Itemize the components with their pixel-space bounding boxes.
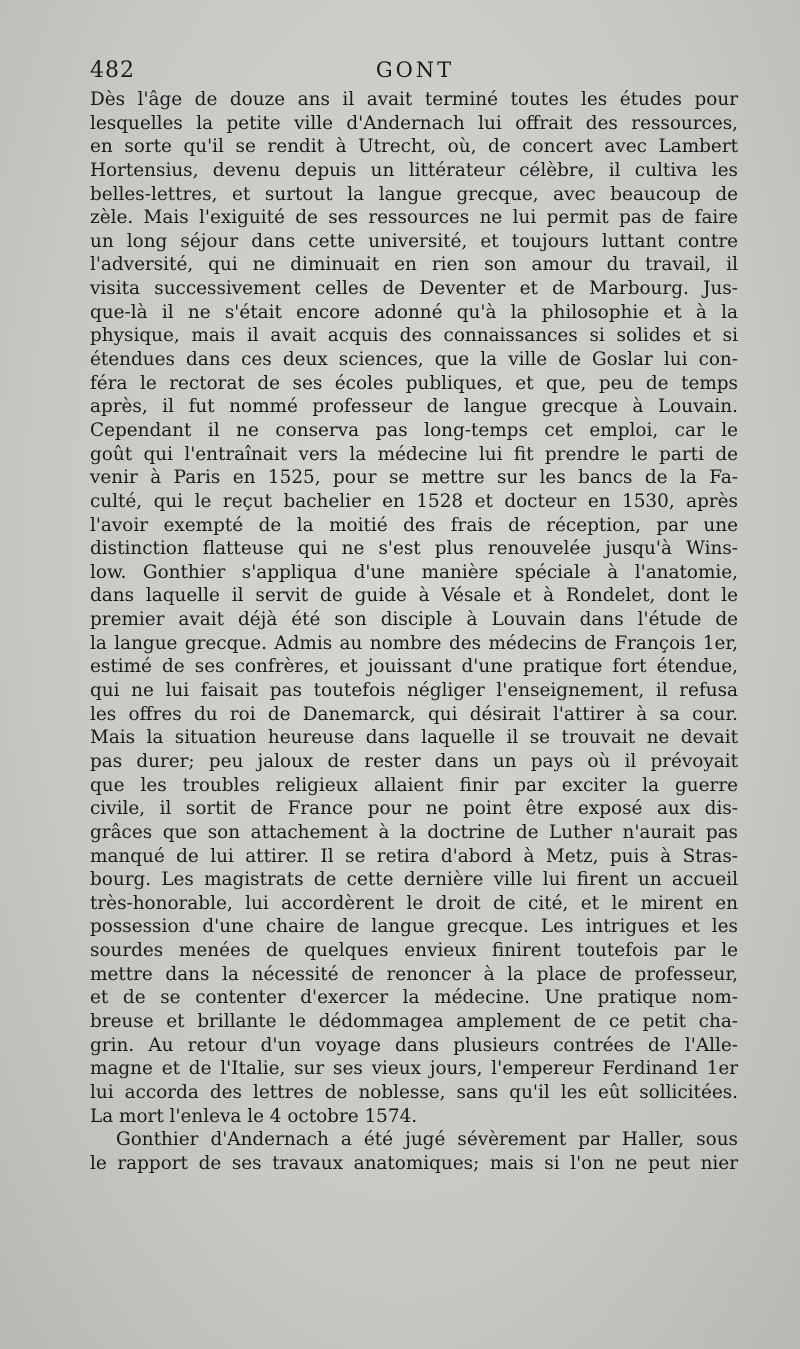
text-line: bourg. Les magistrats de cette dernière ville lui firent un accueil xyxy=(90,869,738,891)
text-line: que-là il ne s'était encore adonné qu'à la philosophie et à la xyxy=(90,301,738,323)
text-line: belles-lettres, et surtout la langue grecque, avec beaucoup de xyxy=(90,183,738,205)
text-line: et de se contenter d'exercer la médecine. Une pratique nom- xyxy=(90,987,738,1009)
text-line: Dès l'âge de douze ans il avait terminé toutes les études pour xyxy=(90,89,738,110)
page-header xyxy=(90,58,740,88)
text-line: les offres du roi de Danemarck, qui désirait l'attirer à sa cour. xyxy=(90,703,738,725)
text-line: culté, qui le reçut bachelier en 1528 et docteur en 1530, après xyxy=(90,490,738,512)
text-line: visita successivement celles de Deventer et de Marbourg. Jus- xyxy=(90,278,738,300)
text-line: qui ne lui faisait pas toutefois négliger l'enseignement, il refusa xyxy=(90,680,738,702)
text-line: le rapport de ses travaux anatomiques; mais si l'on ne peut nier xyxy=(90,1152,738,1174)
text-line: zèle. Mais l'exiguité de ses ressources ne lui permit pas de faire xyxy=(90,207,738,229)
text-line: lui accorda des lettres de noblesse, sans qu'il les eût sollicitées. xyxy=(90,1081,738,1103)
text-line: lesquelles la petite ville d'Andernach lui offrait des ressources, xyxy=(90,112,738,134)
text-line: magne et de l'Italie, sur ses vieux jours, l'empereur Ferdinand 1er xyxy=(90,1058,738,1080)
text-line: possession d'une chaire de langue grecque. Les intrigues et les xyxy=(90,916,738,938)
text-line: grin. Au retour d'un voyage dans plusieurs contrées de l'Alle- xyxy=(90,1034,738,1056)
running-head: GONT xyxy=(375,58,455,82)
text-line: civile, il sortit de France pour ne point être exposé aux dis- xyxy=(90,798,738,820)
text-line: breuse et brillante le dédommagea amplement de ce petit cha- xyxy=(90,1010,738,1032)
text-line: féra le rectorat de ses écoles publiques, et que, peu de temps xyxy=(90,372,738,394)
text-line: premier avait déjà été son disciple à Louvain dans l'étude de xyxy=(90,609,738,631)
text-line: très-honorable, lui accordèrent le droit de cité, et le mirent en xyxy=(90,892,738,914)
text-line: manqué de lui attirer. Il se retira d'abord à Metz, puis à Stras- xyxy=(90,845,738,867)
text-line: pas durer; peu jaloux de rester dans un pays où il prévoyait xyxy=(90,750,738,772)
text-line: après, il fut nommé professeur de langue grecque à Louvain. xyxy=(90,396,738,418)
text-line: physique, mais il avait acquis des connaissances si solides et si xyxy=(90,325,738,347)
text-line: mettre dans la nécessité de renoncer à la place de professeur, xyxy=(90,963,738,985)
text-line: estimé de ses confrères, et jouissant d'une pratique fort étendue, xyxy=(90,656,738,678)
page-number: 482 xyxy=(90,58,135,83)
text-line: goût qui l'entraînait vers la médecine lui fit prendre le parti de xyxy=(90,443,738,465)
text-line: dans laquelle il servit de guide à Vésale et à Rondelet, dont le xyxy=(90,585,738,607)
text-line: la langue grecque. Admis au nombre des médecins de François 1er, xyxy=(90,632,738,654)
text-line: La mort l'enleva le 4 octobre 1574. xyxy=(90,1105,418,1127)
text-line: venir à Paris en 1525, pour se mettre sur les bancs de la Fa- xyxy=(90,467,738,489)
body-text xyxy=(90,88,738,1175)
text-line: étendues dans ces deux sciences, que la ville de Goslar lui con- xyxy=(90,349,738,371)
text-line: Hortensius, devenu depuis un littérateur célèbre, il cultiva les xyxy=(90,159,738,181)
text-line: grâces que son attachement à la doctrine de Luther n'aurait pas xyxy=(90,821,738,843)
text-line: l'adversité, qui ne diminuait en rien son amour du travail, il xyxy=(90,254,738,276)
text-line: Gonthier d'Andernach a été jugé sévèrement par Haller, sous xyxy=(116,1129,738,1151)
text-line: Cependant il ne conserva pas long-temps cet emploi, car le xyxy=(90,419,738,441)
text-line: que les troubles religieux allaient finir par exciter la guerre xyxy=(90,774,738,796)
text-line: un long séjour dans cette université, et toujours luttant contre xyxy=(90,230,738,252)
text-line: sourdes menées de quelques envieux finirent toutefois par le xyxy=(90,940,738,962)
text-line: l'avoir exempté de la moitié des frais de réception, par une xyxy=(90,514,738,536)
text-line: Mais la situation heureuse dans laquelle il se trouvait ne devait xyxy=(90,727,738,749)
text-line: low. Gonthier s'appliqua d'une manière spéciale à l'anatomie, xyxy=(90,561,738,583)
text-line: distinction flatteuse qui ne s'est plus renouvelée jusqu'à Wins- xyxy=(90,538,738,560)
text-line: en sorte qu'il se rendit à Utrecht, où, de concert avec Lambert xyxy=(90,136,738,158)
